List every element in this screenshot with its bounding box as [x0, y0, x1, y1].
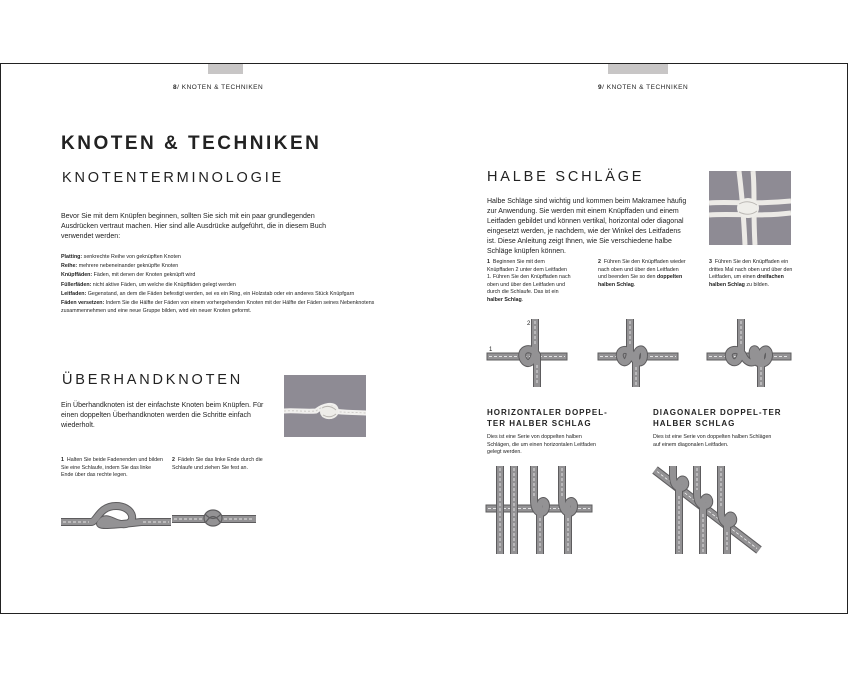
step-number: 1	[487, 259, 490, 265]
diagonal-text: Dies ist eine Serie von doppelten halben Schlägen auf einem diagonalen Leitfaden.	[653, 434, 772, 448]
term-definition: Gegenstand, an dem die Fäden befestigt werden, sei es ein Ring, ein Holzstab oder ein anderes Stück Knüpfgarn	[87, 290, 355, 297]
half-hitch-step-2	[598, 259, 688, 289]
term-row	[61, 291, 391, 299]
step-emphasis: halber Schlag	[487, 296, 522, 303]
step-text: Führen Sie den Knüpffaden ein drittes Mal nach oben und über den Leitfaden, um einen	[709, 259, 793, 281]
half-hitch-step-1-diagram	[487, 319, 567, 387]
leitfaden-label: 1	[489, 347, 493, 353]
term-label: Leitfaden:	[61, 290, 87, 297]
term-row	[61, 254, 391, 262]
running-head-left	[173, 84, 263, 91]
term-list	[61, 254, 391, 317]
overhand-step-1-diagram	[61, 500, 171, 534]
diagonal-title: DIAGONALER DOPPEL-TER HALBER SCHLAG	[653, 408, 782, 428]
term-definition: mehrere nebeneinander geknüpfte Knoten	[78, 263, 179, 270]
page-number-left: 8	[173, 84, 178, 91]
diagonal-double-half-hitch-diagram	[653, 466, 763, 554]
step-emphasis: dreifachen halben Schlag	[709, 274, 784, 288]
step-emphasis: doppelten halben Schlag	[598, 274, 683, 288]
term-label: Platting:	[61, 254, 83, 260]
horizontal-title: HORIZONTALER DOPPEL-TER HALBER SCHLAG	[487, 408, 608, 428]
step-text-end: .	[521, 296, 524, 303]
step-text: Fädeln Sie das linke Ende durch die Schlaufe und ziehen Sie fest an.	[172, 457, 263, 471]
term-definition: Fäden, mit denen der Knoten geknüpft wird	[93, 272, 196, 279]
step-text: Beginnen Sie mit dem Knüpffaden 2 unter dem Leitfaden 1. Führen Sie den Knüpffaden nach oben und über den Leitfaden und durch die Schlaufe. Das ist ein	[487, 259, 571, 296]
half-hitches-intro: Halbe Schläge sind wichtig und kommen beim Makramee häufig zur Anwendung. Sie werden mit einem Knüpffaden und einem Leitfaden gebildet und können vertikal, horizontal oder diagonal eingesetzt werden, je nachdem, wie der Winkel des Leitfadens ist. Diese Anleitung zeigt Ihnen, wie Sie verschiedene halbe Schläge knüpfen können.	[487, 198, 687, 255]
page-title: KNOTEN & TECHNIKEN	[61, 133, 322, 154]
half-hitch-step-1	[487, 259, 571, 305]
step-text: Halten Sie beide Fadenenden und bilden Sie eine Schlaufe, indem Sie das linke Ende über das rechte legen.	[61, 457, 163, 479]
book-spread	[0, 63, 848, 614]
step-number: 1	[61, 457, 64, 463]
term-definition: Indem Sie die Hälfte der Fäden von einem vorhergehenden Knoten mit der Hälfte der Fäden seines Nebenknotens zusammennehmen und eine neue Gruppe bilden, wird ein neuer Knoten geformt.	[61, 299, 375, 314]
horizontal-text: Dies ist eine Serie von doppelten halben Schlägen, die um einen horizontalen Leitfaden gelegt werden.	[487, 434, 596, 456]
term-row	[61, 300, 391, 315]
half-hitch-step-3	[709, 259, 793, 289]
section-title-terminology: KNOTENTERMINOLOGIE	[62, 170, 284, 186]
running-head-left-text: / KNOTEN & TECHNIKEN	[177, 84, 264, 91]
section-title-overhand: ÜBERHANDKNOTEN	[62, 372, 243, 388]
step-text: Führen Sie den Knüpffaden wieder nach oben und über den Leitfaden und beenden Sie so den	[598, 259, 686, 281]
term-row	[61, 263, 391, 271]
horizontal-double-half-hitch-diagram	[486, 466, 592, 554]
running-head-right-text: / KNOTEN & TECHNIKEN	[602, 84, 689, 91]
step-text-end: .	[633, 281, 636, 288]
term-label: Füllerfäden:	[61, 281, 92, 288]
step-number: 2	[172, 457, 175, 463]
page-number-right: 9	[598, 84, 603, 91]
term-label: Knüpffäden:	[61, 272, 93, 279]
overhand-step-1	[61, 457, 163, 480]
terminology-intro: Bevor Sie mit dem Knüpfen beginnen, sollten Sie sich mit ein paar grundlegenden Ausdrücken vertraut machen. Hier sind alle Ausdrücke aufgeführt, die in diesem Buch verwendet werden:	[61, 213, 326, 240]
term-definition: senkrechte Reihe von geknüpften Knoten	[83, 254, 181, 260]
step-text-end: zu bilden.	[744, 281, 770, 288]
section-title-half-hitches: HALBE SCHLÄGE	[487, 169, 645, 185]
half-hitch-step-3-diagram	[707, 319, 791, 387]
term-row	[61, 282, 391, 290]
page-tab-left	[208, 63, 243, 74]
overhand-intro: Ein Überhandknoten ist der einfachste Knoten beim Knüpfen. Für einen doppelten Überhandknoten werden die Schritte einfach wiederholt.	[61, 402, 264, 429]
step-number: 3	[709, 259, 712, 265]
term-label: Reihe:	[61, 263, 78, 270]
term-label: Fäden versetzen:	[61, 299, 105, 306]
half-hitch-photo	[709, 171, 791, 245]
step-number: 2	[598, 259, 601, 265]
overhand-step-2-diagram	[172, 507, 256, 529]
overhand-step-2	[172, 457, 279, 472]
page-tab-right	[608, 63, 668, 74]
knuepffaden-label: 2	[527, 321, 531, 327]
overhand-knot-photo	[284, 375, 366, 437]
term-definition: nicht aktive Fäden, um welche die Knüpffäden gelegt werden	[92, 281, 236, 288]
half-hitch-step-2-diagram	[598, 319, 678, 387]
term-row	[61, 272, 391, 280]
running-head-right	[598, 84, 688, 91]
